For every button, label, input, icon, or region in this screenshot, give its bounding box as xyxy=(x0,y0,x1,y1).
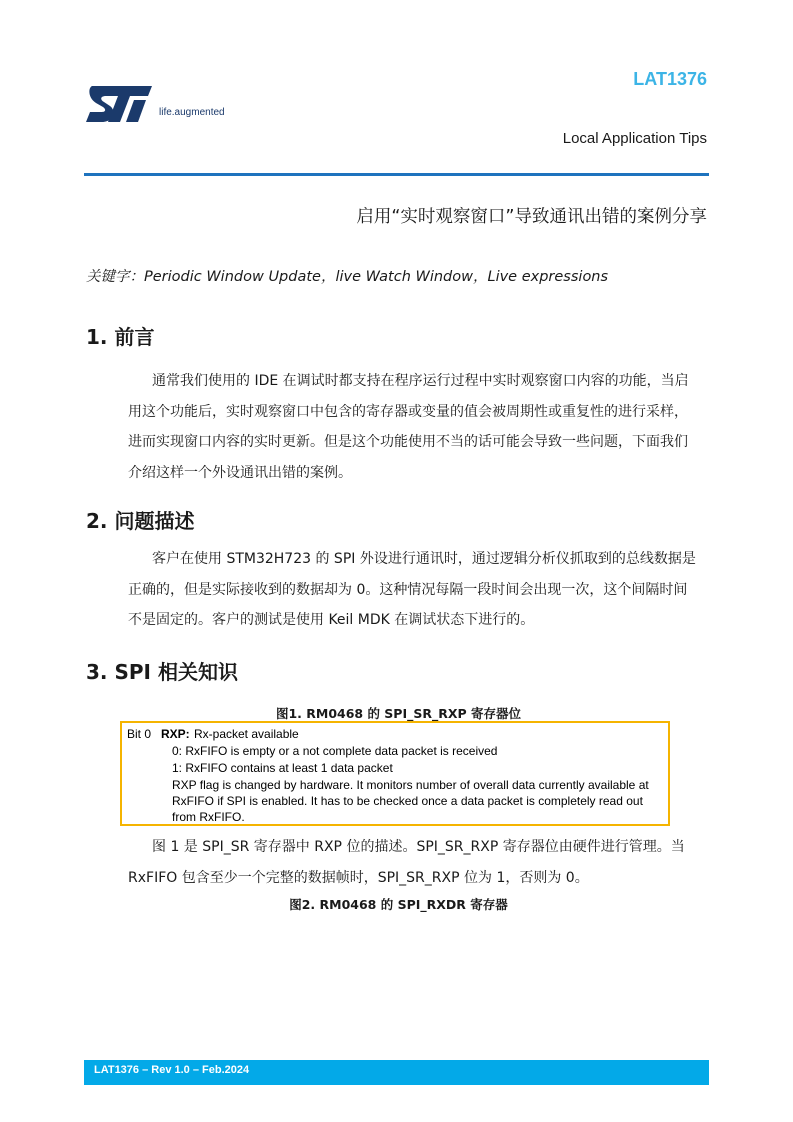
section-body-introduction: 通常我们使用的 IDE 在调试时都支持在程序运行过程中实时观察窗口内容的功能，当启用这个功能后，实时观察窗口中包含的寄存器或变量的值会被周期性或重复性的进行采样，进而实现窗口内容的实时更新。但是这个功能使用不当的话可能会导致一些问题，下面我们介绍这样一个外设通讯出错的案例。 xyxy=(128,373,689,481)
field-line: 0: RxFIFO is empty or a not complete data packet is received xyxy=(172,744,498,758)
section-heading-introduction: 1. 前言 xyxy=(86,325,155,349)
keywords-line: 关键字：Periodic Window Update，live Watch Window，Live expressions xyxy=(86,269,609,285)
logo-tagline: life.augmented xyxy=(159,107,225,118)
st-logo-mark xyxy=(86,84,158,126)
bit-label: Bit 0 xyxy=(127,727,152,741)
section-heading-problem: 2. 问题描述 xyxy=(86,509,195,533)
footer-revision: LAT1376 – Rev 1.0 – Feb.2024 xyxy=(94,1064,250,1076)
section-body-problem: 客户在使用 STM32H723 的 SPI 外设进行通讯时，通过逻辑分析仪抓取到的总线数据是正确的，但是实际接收到的数据却为 0。这种情况每隔一段时间会出现一次，这个间隔时间不是固定的。客户的测试是使用 Keil MDK 在调试状态下进行的。 xyxy=(128,551,696,628)
field-desc: Rx-packet available xyxy=(194,727,299,741)
document-title: 启用“实时观察窗口”导致通讯出错的案例分享 xyxy=(356,207,707,227)
header-divider xyxy=(84,173,709,176)
document-type: Local Application Tips xyxy=(562,130,707,147)
st-logo xyxy=(86,84,246,126)
section-body-spi: 图 1 是 SPI_SR 寄存器中 RXP 位的描述。SPI_SR_RXP 寄存器位由硬件进行管理。当 RxFIFO 包含至少一个完整的数据帧时，SPI_SR_RXP 位为 1，否则为 0。 xyxy=(128,839,685,886)
figure1-caption: 图1. RM0468 的 SPI_SR_RXP 寄存器位 xyxy=(275,706,522,721)
section-heading-spi: 3. SPI 相关知识 xyxy=(86,660,238,684)
field-line: RXP flag is changed by hardware. It monitors number of overall data currently available at xyxy=(172,778,649,792)
field-line: 1: RxFIFO contains at least 1 data packet xyxy=(172,761,393,775)
footer-bar xyxy=(84,1060,709,1085)
field-name: RXP: xyxy=(161,727,190,741)
field-line: from RxFIFO. xyxy=(172,810,245,824)
figure1-register-box xyxy=(120,721,670,826)
document-id: LAT1376 xyxy=(633,69,707,89)
figure2-caption: 图2. RM0468 的 SPI_RXDR 寄存器 xyxy=(289,897,508,912)
field-line: RxFIFO if SPI is enabled. It has to be checked once a data packet is completely read out xyxy=(172,794,643,808)
